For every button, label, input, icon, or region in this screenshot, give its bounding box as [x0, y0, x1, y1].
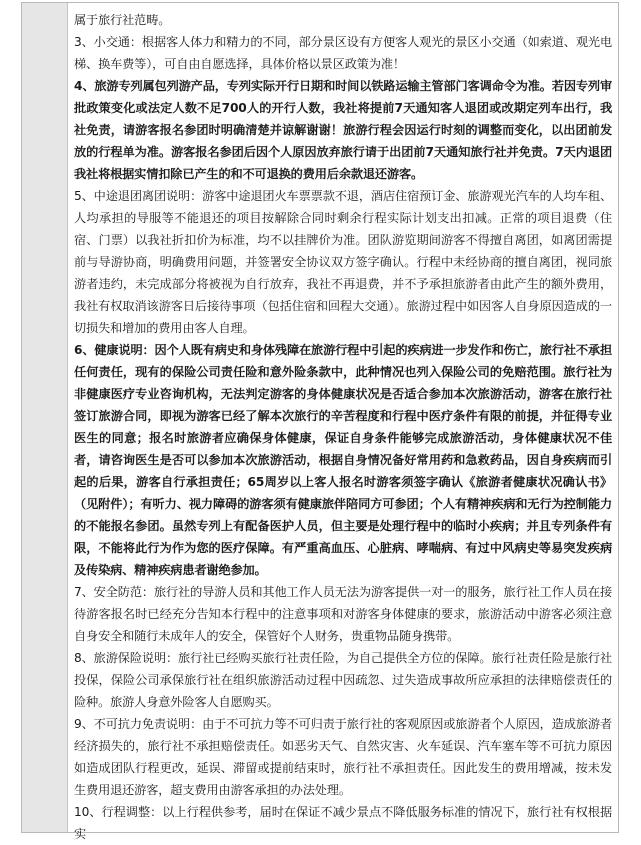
paragraph-itinerary-adjust: 10、行程调整：以上行程供参考，届时在保证不减少景点不降低服务标准的情况下，旅行社有权根据实 — [74, 805, 612, 841]
paragraph-small-transport: 3、小交通：根据客人体力和精力的不同，部分景区设有方便客人观光的景区小交通（如索道、观光电梯、换车费等），可自由自愿选择，具体价格以景区政策为准！ — [74, 35, 612, 71]
paragraph-health: 6、健康说明：因个人既有病史和身体残障在旅游行程中引起的疾病进一步发作和伤亡，旅行社不承担任何责任，现有的保险公司责任险和意外险条款中，此种情况也列入保险公司的免赔范围。旅行社为非健康医疗专业咨询机构，无法判定游客的身体健康状况是否适合参加本次旅游活动，游客在旅行社签订旅游合同，即视为游客已经了解本次旅行的辛苦程度和行程中医疗条件有限的前提，并征得专业医生的同意；报名时旅游者应确保身体健康，保证自身条件能够完成旅游活动，身体健康状况不佳者，请咨询医生是否可以参加本次旅游活动，根据自身情况备好常用药和急救药品，因自身疾病而引起的后果，游客自行承担责任；65周岁以上客人报名时游客须签字确认《旅游者健康状况确认书》（见附件）；有听力、视力障碍的游客须有健康旅伴陪同方可参团；个人有精神疾病和无行为控制能力的不能报名参团。虽然专列上有配备医护人员，但主要是处理行程中的临时小疾病；并且专列条件有限，不能将此行为作为您的医疗保障。有严重高血压、心脏病、哮喘病、有过中风病史等易突发疾病及传染病、精神疾病患者谢绝参加。 — [74, 343, 612, 577]
document-frame — [21, 2, 619, 841]
document-content — [68, 3, 618, 841]
paragraph-special-train: 4、旅游专列属包列游产品，专列实际开行日期和时间以铁路运输主管部门客调命令为准。若因专列审批政策变化或法定人数不足700人的开行人数，我社将提前7天通知客人退团或改期定列车出行，我社免责，请游客报名参团时明确清楚并谅解谢谢！旅游行程会因运行时刻的调整而变化，以出团前发放的行程单为准。游客报名参团后因个人原因放弃旅行请于出团前7天通知旅行社并免责。7天内退团我社将根据实情扣除已产生的和不可退换的费用后余款退还游客。 — [74, 79, 612, 181]
paragraph-insurance: 8、旅游保险说明：旅行社已经购买旅行社责任险，为自己提供全方位的保障。旅行社责任险是旅行社投保，保险公司承保旅行社在组织旅游活动过程中因疏忽、过失造成事故所应承担的法律赔偿责任的险种。旅游人身意外险客人自愿购买。 — [74, 651, 612, 709]
paragraph-early-leave: 5、中途退团离团说明：游客中途退团火车票票款不退，酒店住宿预订金、旅游观光汽车的人均车租、人均承担的导服等不能退还的项目按解除合同时剩余行程实际计划支出扣减。正常的项目退费（住宿、门票）以我社折扣价为标准，均不以挂牌价为准。团队游览期间游客不得擅自离团，如离团需提前与导游协商，明确费用问题，并签署安全协议双方签字确认。行程中未经协商的擅自离团，视同旅游者违约，未完成部分将被视为自行放弃，我社不再退费，并不予承担旅游者由此产生的额外费用，我社有权取消该游客日后接待事项（包括住宿和回程大交通）。旅游过程中如因客人自身原因造成的一切损失和增加的费用由客人自理。 — [74, 189, 612, 335]
paragraph-force-majeure: 9、不可抗力免责说明：由于不可抗力等不可归责于旅行社的客观原因或旅游者个人原因，造成旅游者经济损失的，旅行社不承担赔偿责任。如恶劣天气、自然灾害、火车延误、汽车塞车等不可抗力原因如造成团队行程更改，延误、滞留或提前结束时，旅行社不承担责任。因此发生的费用增减，按未发生费用退还游客，超支费用由游客承担的办法处理。 — [74, 717, 612, 797]
paragraph-intro-tail: 属于旅行社范畴。 — [74, 13, 171, 27]
paragraph-safety: 7、安全防范：旅行社的导游人员和其他工作人员无法为游客提供一对一的服务，旅行社工作人员在接待游客报名时已经充分告知本行程中的注意事项和对游客身体健康的要求，旅游活动中游客必须注意自身安全和随行未成年人的安全，保管好个人财务，贵重物品随身携带。 — [74, 585, 612, 643]
left-column — [22, 3, 68, 832]
